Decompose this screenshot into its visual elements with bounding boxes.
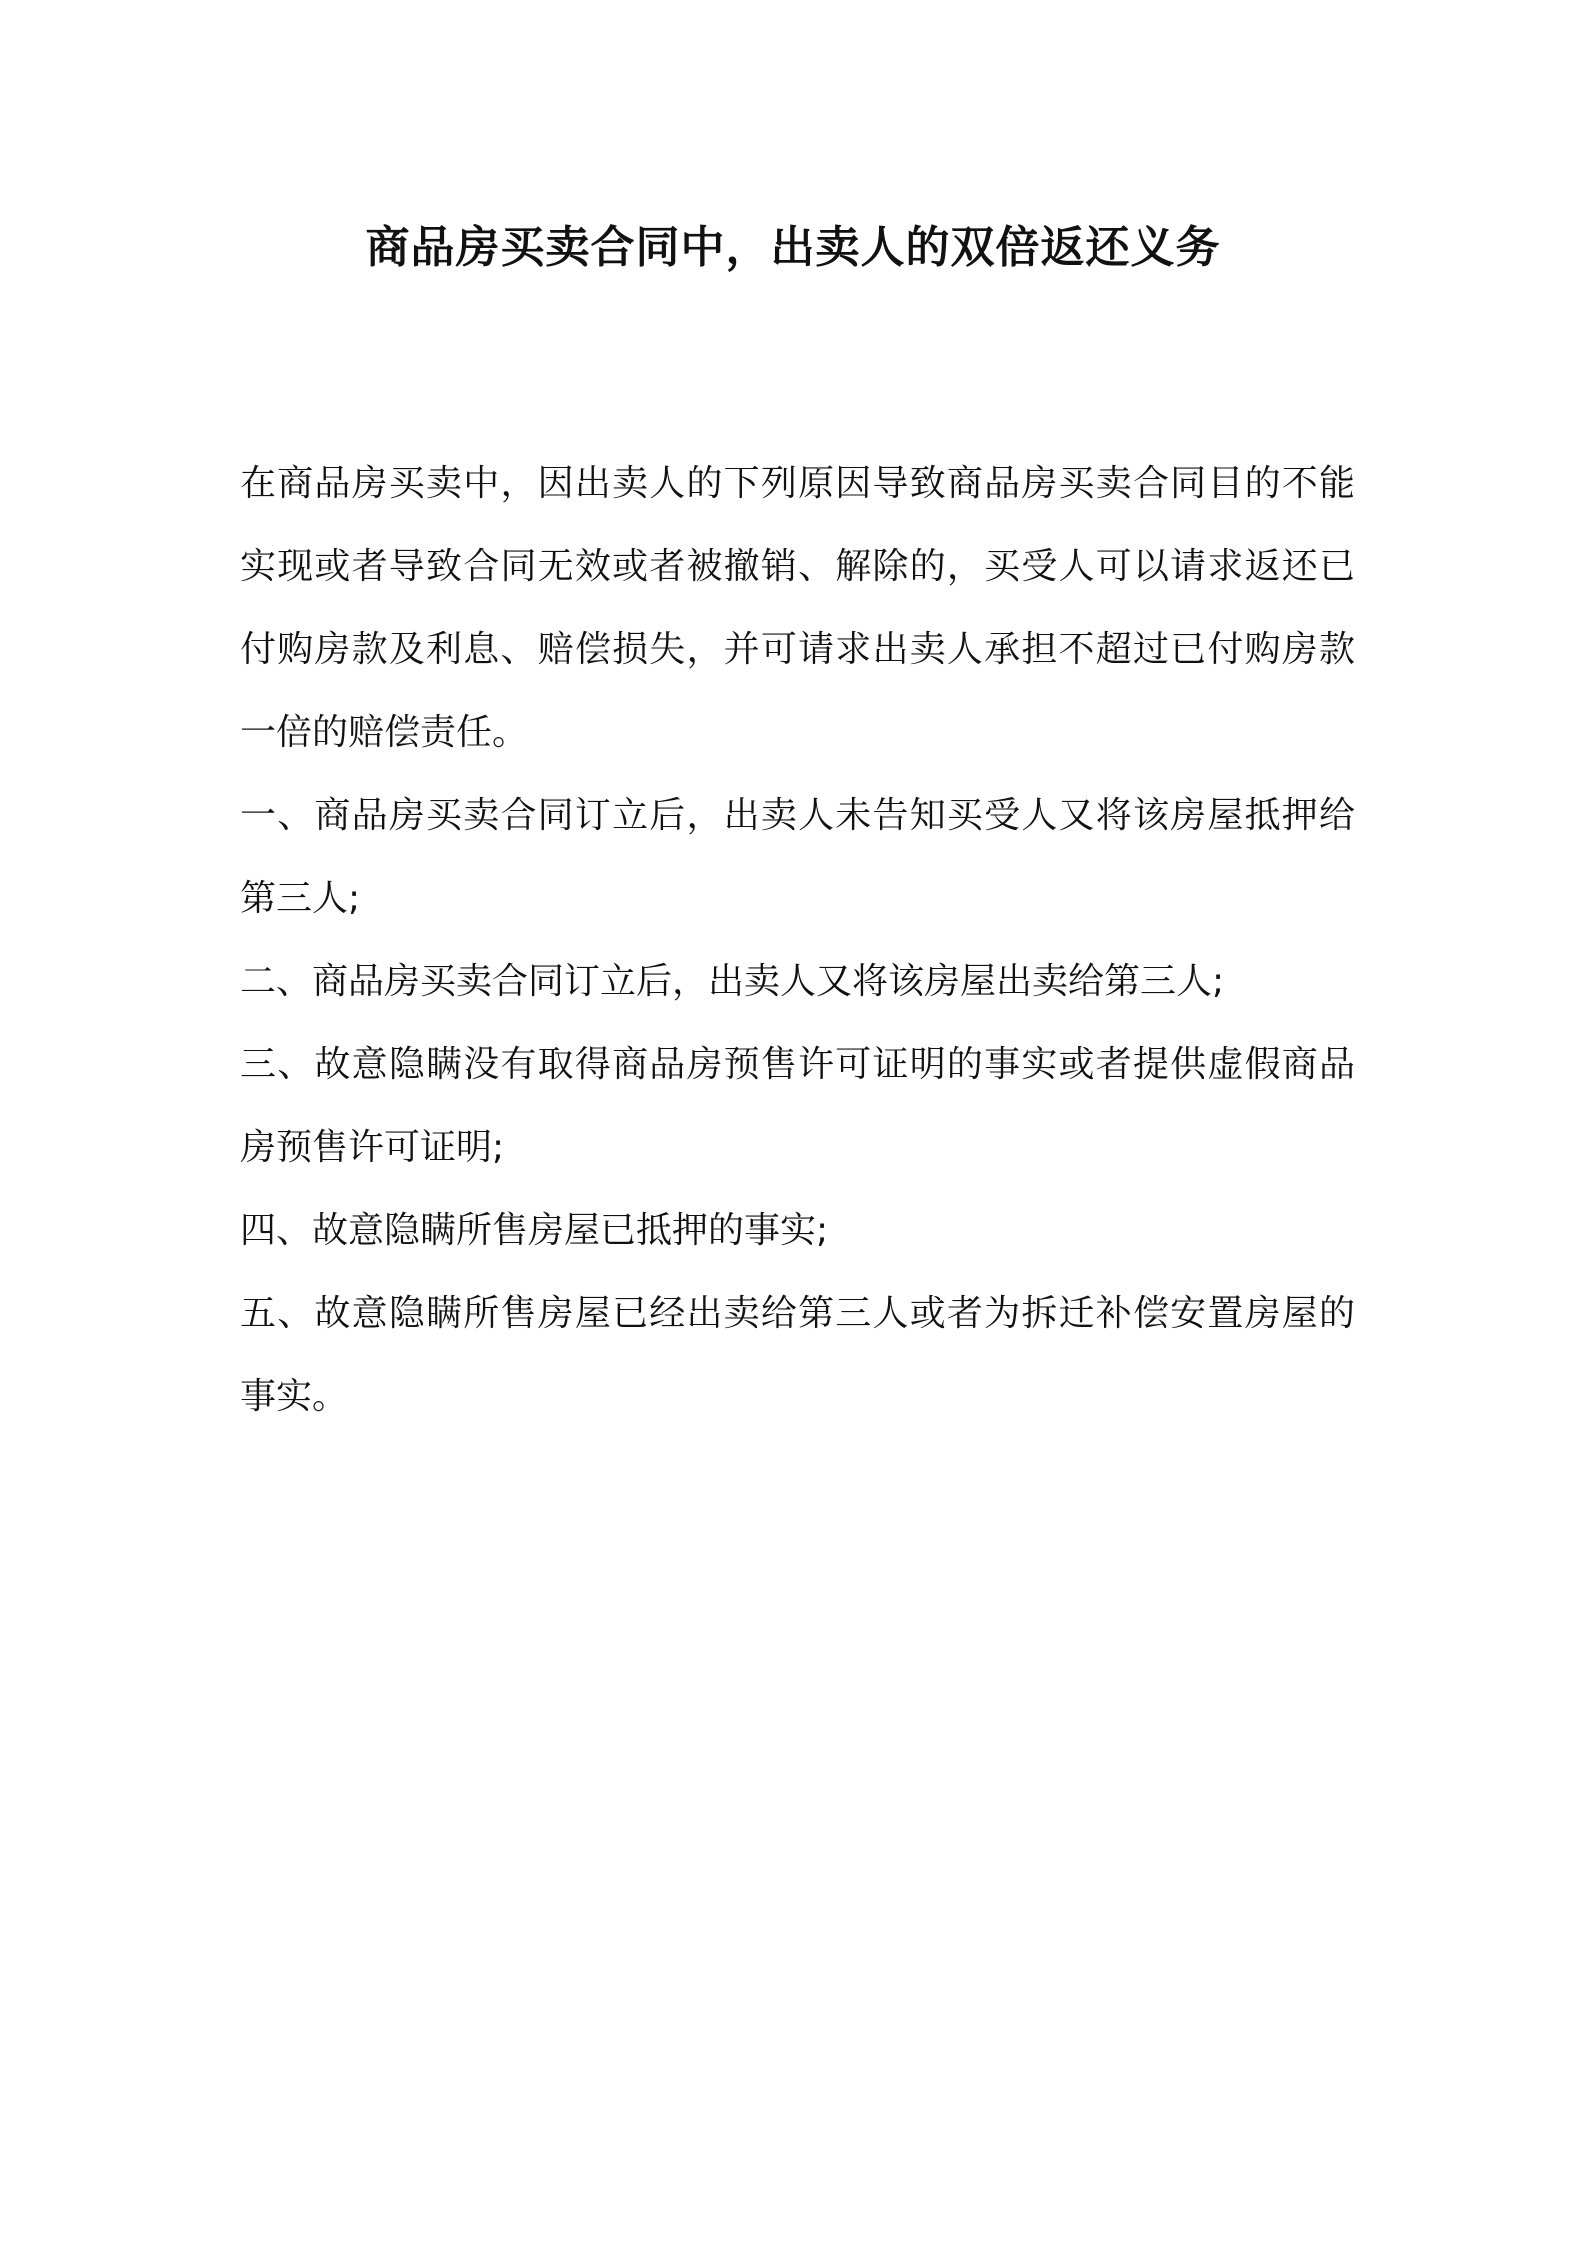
clause-4: 四、故意隐瞒所售房屋已抵押的事实; [240, 1210, 829, 1251]
document-title: 商品房买卖合同中，出卖人的双倍返还义务 [365, 222, 1221, 273]
clause-2: 二、商品房买卖合同订立后，出卖人又将该房屋出卖给第三人; [240, 961, 1225, 1002]
document-body [240, 442, 1355, 1438]
clause-3: 三、故意隐瞒没有取得商品房预售许可证明的事实或者提供虚假商品房预售许可证明; [240, 1044, 1355, 1168]
intro-paragraph: 在商品房买卖中，因出卖人的下列原因导致商品房买卖合同目的不能实现或者导致合同无效或者被撤销、解除的，买受人可以请求返还已付购房款及利息、赔偿损失，并可请求出卖人承担不超过已付购房款一倍的赔偿责任。 [240, 463, 1355, 753]
clause-5: 五、故意隐瞒所售房屋已经出卖给第三人或者为拆迁补偿安置房屋的事实。 [240, 1293, 1355, 1417]
clause-1: 一、商品房买卖合同订立后，出卖人未告知买受人又将该房屋抵押给第三人; [240, 795, 1355, 919]
